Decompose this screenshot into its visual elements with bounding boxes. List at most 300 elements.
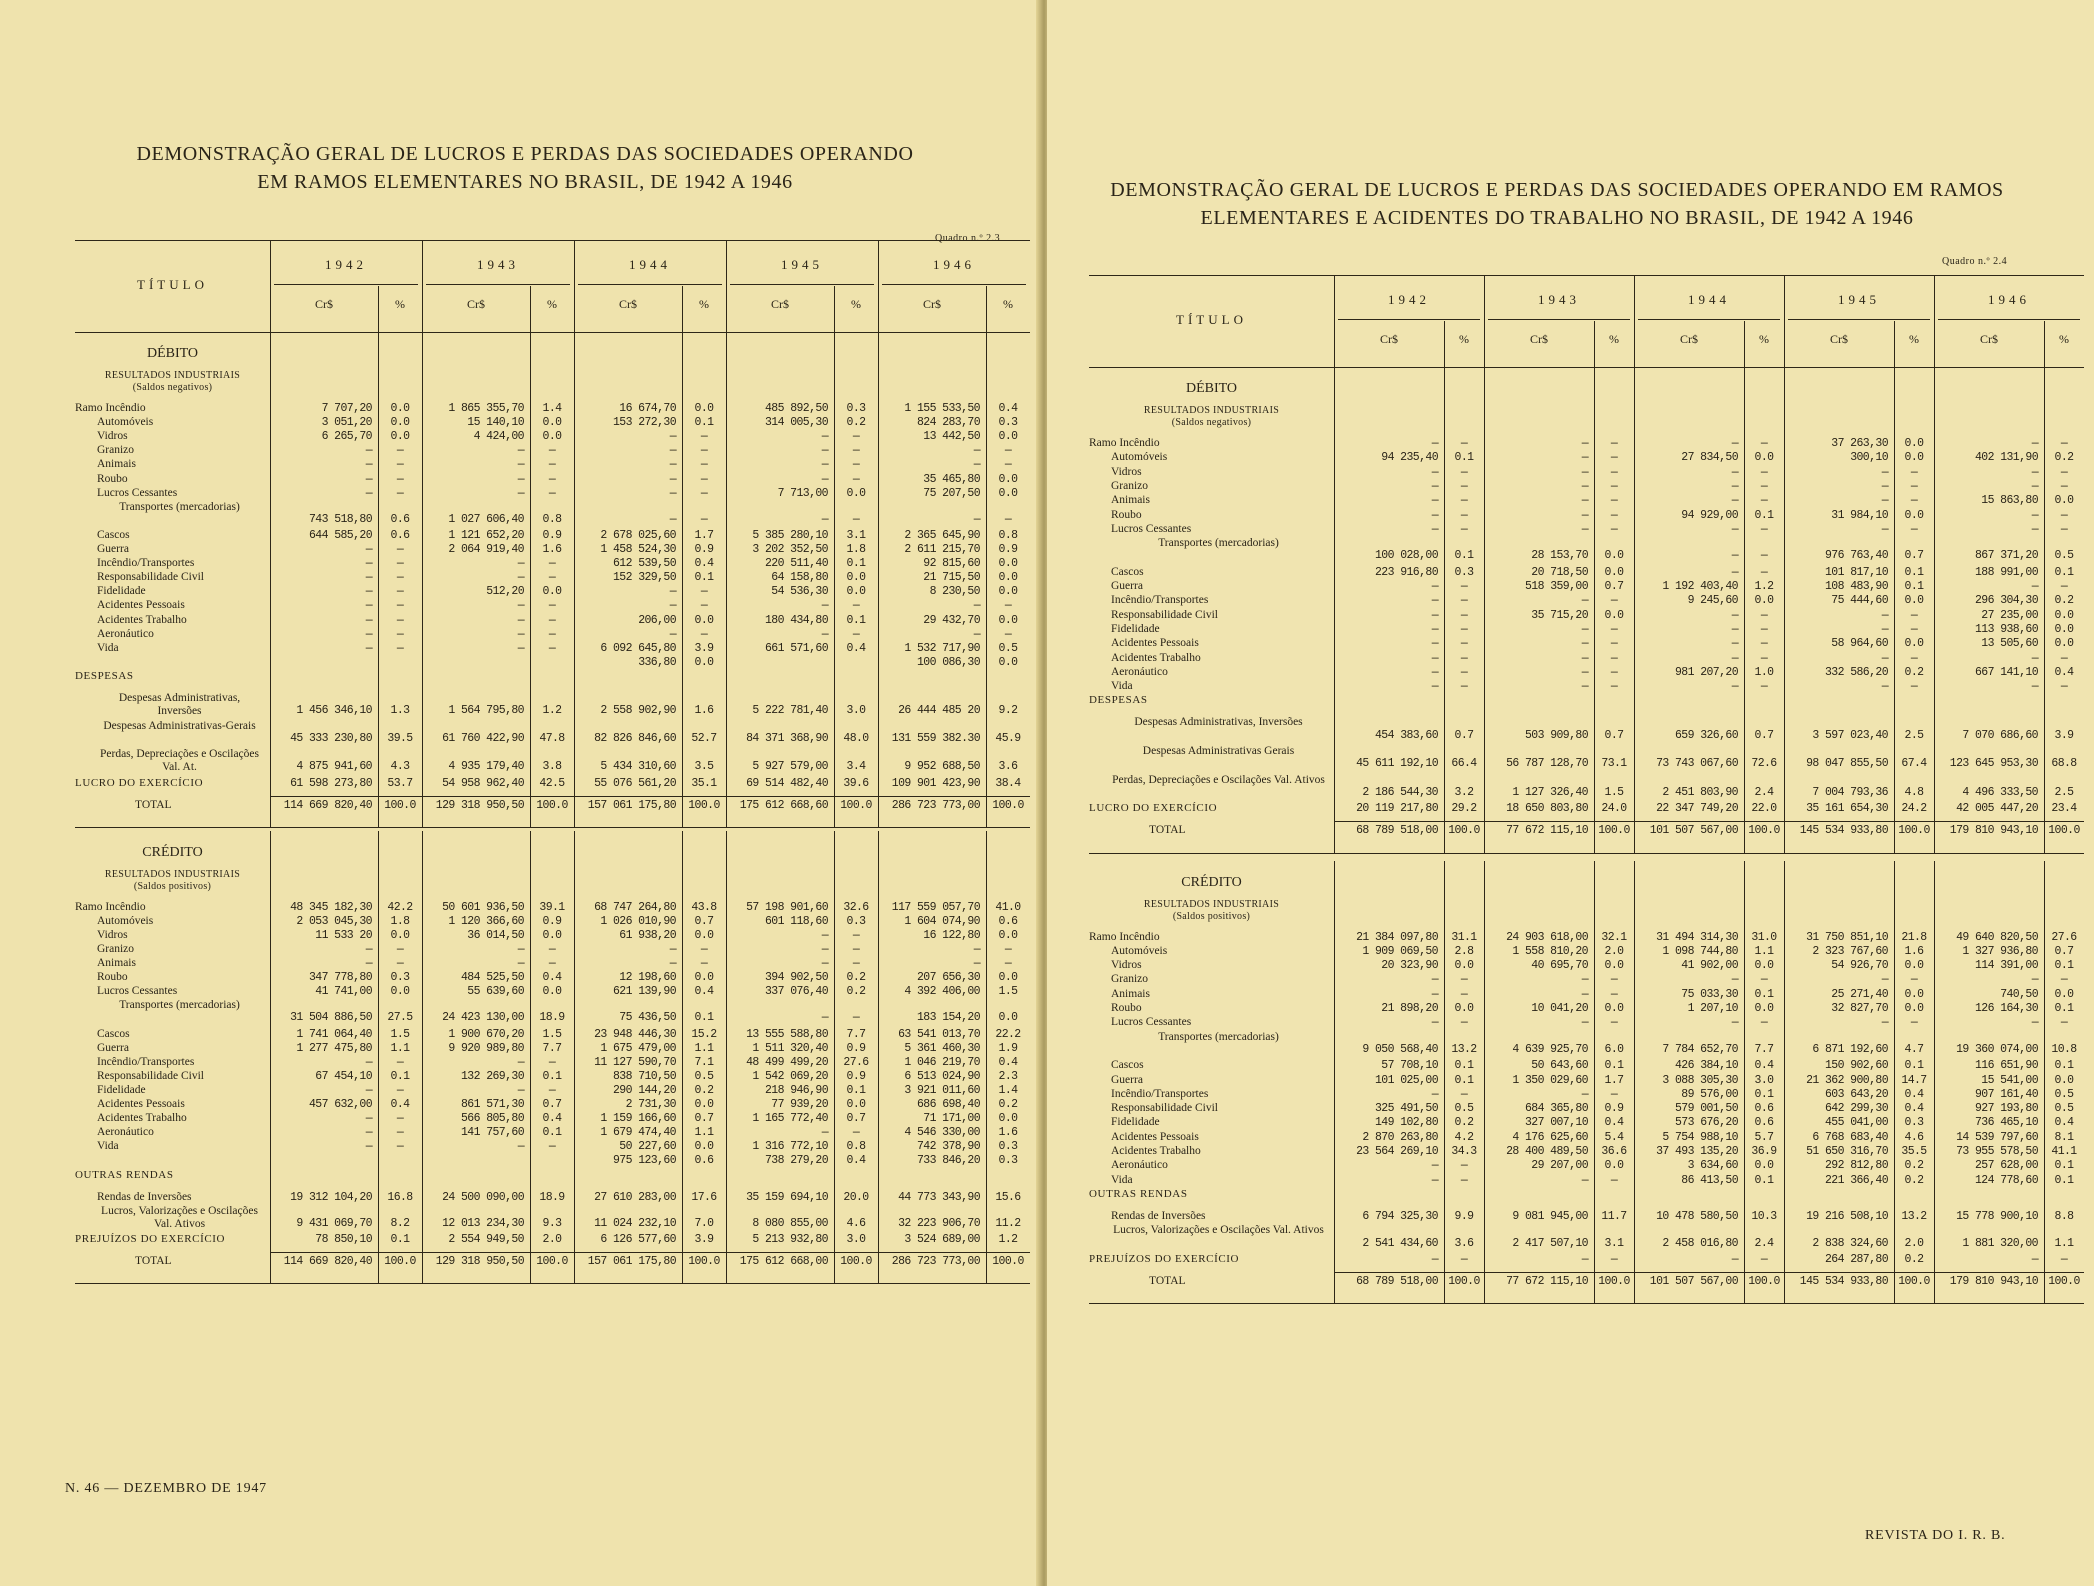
cell-percent: —	[1460, 580, 1468, 593]
cell-percent: 0.1	[542, 1069, 562, 1083]
cell-value: 92 815,60	[923, 557, 980, 571]
cell-percent: —	[1460, 1173, 1468, 1187]
cell-value: —	[517, 957, 524, 970]
cell-percent: 0.1	[1754, 1173, 1774, 1187]
cell-value: 149 102,80	[1374, 1116, 1438, 1130]
cell-percent: —	[548, 557, 556, 571]
cell-value: 86 413,50	[1681, 1173, 1738, 1187]
cell-value: —	[2031, 680, 2038, 694]
cell-percent: 1.6	[998, 1126, 1018, 1140]
cell-value: 457 632,00	[308, 1098, 372, 1111]
cell-value: —	[517, 1083, 524, 1097]
cell-value: 94 929,00	[1681, 508, 1738, 522]
cell-value: 402 131,90	[1974, 451, 2038, 465]
cell-percent: 1.2	[998, 1232, 1018, 1246]
cell-percent: —	[1760, 479, 1768, 493]
row-label: Automóveis	[1111, 944, 1168, 957]
cell-percent: 0.3	[1904, 1116, 1924, 1130]
cell-value: —	[973, 942, 980, 956]
header-column-rule	[422, 240, 423, 332]
cell-percent: 0.0	[2054, 622, 2074, 636]
cell-value: 503 909,80	[1524, 728, 1588, 742]
cell-value: 9 952 688,50	[904, 760, 980, 774]
percent-header: %	[1459, 332, 1469, 347]
cell-value: 100 028,00	[1374, 549, 1438, 563]
cell-value: —	[1581, 622, 1588, 636]
cell-percent: 45.9	[995, 732, 1021, 746]
cell-value: 69 514 482,40	[746, 776, 828, 790]
cell-value: 145 534 933,80	[1799, 824, 1888, 838]
cell-value: 1 909 069,50	[1362, 944, 1438, 958]
row-label: Roubo	[97, 971, 128, 984]
cell-percent: 36.9	[1751, 1145, 1777, 1158]
cell-value: —	[973, 512, 980, 526]
cell-percent: —	[852, 458, 860, 472]
cell-value: 975 123,60	[612, 1154, 676, 1168]
cell-percent: —	[1760, 637, 1768, 651]
cell-percent: 0.1	[1754, 1087, 1774, 1101]
cell-value: 48 499 499,20	[746, 1055, 828, 1069]
cell-percent: —	[852, 928, 860, 942]
cell-percent: 0.4	[998, 402, 1018, 415]
row-label: Rendas de Inversões	[97, 1190, 192, 1203]
section-subheading: RESULTADOS INDUSTRIAIS	[1143, 405, 1280, 416]
cell-value: —	[1581, 665, 1588, 679]
cell-percent: 0.0	[2054, 494, 2074, 508]
cell-value: 518 359,00	[1524, 580, 1588, 593]
row-label: TOTAL	[1149, 824, 1186, 837]
cell-value: 129 318 950,50	[435, 798, 524, 812]
cell-percent: —	[852, 444, 860, 458]
cell-percent: 7.7	[846, 1027, 866, 1041]
cell-value: —	[1731, 973, 1738, 987]
cell-value: 94 235,40	[1381, 451, 1438, 465]
cell-percent: 22.2	[995, 1027, 1021, 1041]
cell-percent: 1.6	[694, 704, 714, 717]
cell-value: 1 165 772,40	[752, 1112, 828, 1126]
row-label: Acidentes Trabalho	[1111, 651, 1201, 664]
cell-value: —	[821, 458, 828, 472]
cell-value: —	[973, 444, 980, 458]
cell-value: 180 434,80	[764, 613, 828, 627]
cell-percent: —	[700, 458, 708, 472]
cell-value: —	[1881, 973, 1888, 987]
cell-value: 64 158,80	[771, 571, 828, 585]
row-label: Vidros	[97, 430, 128, 443]
cell-value: —	[1581, 651, 1588, 665]
cell-percent: —	[1760, 608, 1768, 622]
left-table	[75, 240, 1030, 1335]
cell-percent: 0.0	[1754, 451, 1774, 465]
year-header-1943: 1943	[1538, 291, 1580, 307]
cell-percent: 10.3	[1751, 1209, 1777, 1223]
cell-value: 733 846,20	[916, 1154, 980, 1168]
cell-value: 5 222 781,40	[752, 704, 828, 717]
cell-value: —	[365, 599, 372, 613]
cell-percent: 0.0	[694, 971, 714, 985]
cell-value: 40 695,70	[1531, 959, 1588, 973]
cell-value: 485 892,50	[764, 402, 828, 415]
cell-value: 75 436,50	[619, 1011, 676, 1025]
cell-value: —	[821, 928, 828, 942]
cell-percent: 8.1	[2054, 1130, 2074, 1144]
cell-percent: 0.0	[1754, 1159, 1774, 1173]
cell-percent: 0.0	[390, 402, 410, 415]
cell-percent: 0.5	[998, 641, 1018, 655]
header-column-rule	[1594, 321, 1595, 367]
cell-percent: 8.2	[390, 1216, 410, 1230]
cell-value: —	[517, 613, 524, 627]
cell-percent: 2.4	[1754, 1236, 1774, 1250]
cell-value: 838 710,50	[612, 1069, 676, 1083]
cell-value: —	[517, 571, 524, 585]
cell-value: —	[1581, 1087, 1588, 1101]
header-column-rule	[530, 286, 531, 332]
cell-percent: 0.7	[694, 914, 714, 928]
cell-value: 1 350 029,60	[1512, 1073, 1588, 1087]
cell-value: 35 465,80	[923, 472, 980, 486]
cell-value: 50 227,60	[619, 1140, 676, 1154]
row-label: Vidros	[1111, 959, 1142, 972]
cell-value: —	[1581, 680, 1588, 694]
cell-value: 6 265,70	[321, 430, 372, 444]
header-column-rule	[270, 240, 271, 332]
currency-header: Cr$	[1680, 332, 1698, 347]
cell-value: —	[1431, 594, 1438, 608]
cell-percent: 100.0	[1898, 824, 1930, 838]
cell-percent: —	[1460, 522, 1468, 536]
cell-value: 1 741 064,40	[296, 1027, 372, 1041]
cell-value: 117 559 057,70	[891, 900, 980, 914]
cell-percent: —	[396, 599, 404, 613]
cell-value: —	[517, 942, 524, 956]
header-column-rule	[834, 286, 835, 332]
row-label: Roubo	[97, 472, 128, 485]
row-label: Responsabilidade Civil	[97, 571, 205, 584]
cell-percent: —	[1610, 665, 1618, 679]
cell-percent: 35.1	[691, 776, 717, 790]
cell-value: 101 817,10	[1824, 565, 1888, 579]
currency-header: Cr$	[1380, 332, 1398, 347]
cell-value: 183 154,20	[916, 1011, 980, 1025]
section-divider	[1089, 853, 2084, 854]
row-label: OUTRAS RENDAS	[1089, 1187, 1188, 1200]
header-column-rule	[1334, 275, 1335, 367]
row-label: Vida	[1111, 1173, 1133, 1186]
cell-value: —	[1581, 522, 1588, 536]
row-label: Acidentes Trabalho	[1111, 1145, 1201, 1157]
cell-percent: —	[396, 557, 404, 571]
cell-value: —	[517, 557, 524, 571]
row-label: Animais	[97, 458, 136, 471]
cell-value: 16 122,80	[923, 928, 980, 942]
column-rule	[986, 831, 987, 1283]
section-subheading: (Saldos negativos)	[132, 382, 213, 393]
cell-value: 290 144,20	[612, 1083, 676, 1097]
cell-percent: —	[1910, 608, 1918, 622]
currency-header: Cr$	[619, 297, 637, 312]
cell-value: 2 053 045,30	[296, 914, 372, 928]
currency-header: Cr$	[1530, 332, 1548, 347]
cell-value: 264 287,80	[1824, 1252, 1888, 1266]
cell-value: —	[1431, 608, 1438, 622]
cell-percent: —	[548, 472, 556, 486]
titulo-header: TÍTULO	[137, 277, 208, 292]
cell-value: —	[1431, 508, 1438, 522]
cell-value: 50 601 936,50	[442, 900, 524, 914]
cell-percent: 0.1	[1454, 1059, 1474, 1073]
cell-percent: 100.0	[2048, 824, 2080, 838]
cell-percent: 0.1	[1904, 1059, 1924, 1073]
percent-header: %	[851, 297, 861, 312]
column-rule	[574, 831, 575, 1283]
cell-value: 41 741,00	[315, 985, 372, 999]
cell-value: —	[821, 599, 828, 613]
column-rule	[878, 831, 879, 1283]
currency-header: Cr$	[1980, 332, 1998, 347]
cell-percent: 67.4	[1901, 757, 1927, 771]
cell-percent: —	[1910, 465, 1918, 479]
cell-value: —	[1731, 549, 1738, 563]
cell-percent: —	[396, 942, 404, 956]
cell-percent: 0.0	[846, 571, 866, 585]
cell-percent: 0.0	[542, 416, 562, 430]
cell-value: 21 898,20	[1381, 1002, 1438, 1015]
cell-percent: 0.9	[1604, 1102, 1624, 1116]
cell-percent: 100.0	[840, 1254, 872, 1268]
cell-percent: 3.1	[1604, 1236, 1624, 1250]
row-label: Ramo Incêndio	[1089, 930, 1160, 943]
cell-value: 5 385 280,10	[752, 528, 828, 542]
row-label: Lucros Cessantes	[97, 486, 178, 499]
cell-value: 131 559 382.30	[891, 732, 980, 746]
header-column-rule	[1484, 275, 1485, 367]
percent-header: %	[1003, 297, 1013, 312]
cell-value: 2 417 507,10	[1512, 1236, 1588, 1250]
cell-percent: 35.5	[1901, 1145, 1927, 1158]
cell-percent: —	[1610, 451, 1618, 465]
cell-value: —	[1581, 637, 1588, 651]
cell-percent: 42.5	[539, 776, 565, 790]
right-page-title: DEMONSTRAÇÃO GERAL DE LUCROS E PERDAS DAS SOCIEDADES OPERANDO EM RAMOS ELEMENTARES E ACIDENTES DO TRABALHO NO BRASIL, DE 1942 A 1946	[1110, 179, 2004, 229]
cell-value: —	[1881, 479, 1888, 493]
cell-value: —	[1881, 522, 1888, 536]
cell-value: 1 207,10	[1687, 1002, 1738, 1015]
year-underline	[730, 284, 874, 285]
row-label: Granizo	[97, 444, 135, 457]
cell-percent: 0.0	[390, 416, 410, 430]
cell-percent: 31.1	[1451, 930, 1477, 944]
cell-percent: —	[2060, 465, 2068, 479]
cell-percent: —	[548, 444, 556, 458]
cell-percent: 0.1	[1904, 580, 1924, 593]
cell-value: 73 955 578,50	[1956, 1145, 2038, 1158]
row-label: TOTAL	[135, 1254, 172, 1267]
cell-percent: —	[1004, 942, 1012, 956]
cell-value: 2 323 767,60	[1812, 944, 1888, 958]
cell-percent: 4.2	[1454, 1130, 1474, 1144]
section-subheading: (Saldos negativos)	[1171, 417, 1252, 428]
cell-percent: 0.0	[694, 1098, 714, 1111]
cell-percent: —	[1760, 465, 1768, 479]
cell-value: 207 656,30	[916, 971, 980, 985]
cell-percent: 100.0	[992, 798, 1024, 812]
cell-value: 101 507 567,00	[1649, 824, 1738, 838]
row-label: Aeronáutico	[1111, 665, 1168, 678]
cell-value: 603 643,20	[1824, 1087, 1888, 1101]
cell-percent: —	[396, 641, 404, 655]
cell-percent: 1.1	[390, 1041, 410, 1055]
cell-value: 57 198 901,60	[746, 900, 828, 914]
cell-percent: 9.9	[1454, 1209, 1474, 1223]
row-label: Vidros	[97, 928, 128, 941]
cell-value: 2 554 949,50	[448, 1232, 524, 1246]
cell-percent: 0.7	[1604, 728, 1624, 742]
cell-percent: 1.1	[2054, 1236, 2074, 1250]
cell-value: —	[1431, 987, 1438, 1001]
cell-value: —	[669, 512, 676, 526]
row-label: Granizo	[1111, 479, 1149, 492]
cell-percent: 68.8	[2051, 757, 2077, 771]
cell-value: —	[1881, 1016, 1888, 1030]
cell-percent: 0.0	[542, 585, 562, 599]
cell-percent: 17.6	[691, 1190, 717, 1204]
cell-value: —	[1431, 1087, 1438, 1101]
cell-value: 37 493 135,20	[1656, 1145, 1738, 1158]
row-label: Despesas Administrativas, Inversões	[118, 691, 241, 717]
cell-value: 10 478 580,50	[1656, 1209, 1738, 1223]
cell-percent: 0.0	[1904, 437, 1924, 450]
total-rule	[270, 796, 1030, 797]
cell-value: 61 598 273,80	[290, 776, 372, 790]
cell-percent: 7.7	[542, 1041, 562, 1055]
column-rule	[530, 332, 531, 827]
header-column-rule	[1784, 275, 1785, 367]
cell-value: 15 541,00	[1981, 1073, 2038, 1087]
cell-value: —	[1581, 973, 1588, 987]
cell-value: 98 047 855,50	[1806, 757, 1888, 771]
cell-value: 157 061 175,80	[587, 798, 676, 812]
cell-value: —	[1731, 494, 1738, 508]
row-label: Incêndio/Transportes	[97, 557, 195, 570]
cell-percent: 0.3	[390, 971, 410, 985]
cell-value: 3 524 689,00	[904, 1232, 980, 1246]
column-rule	[574, 332, 575, 827]
cell-value: 123 645 953,30	[1949, 757, 2038, 771]
cell-percent: 2.0	[1604, 944, 1624, 958]
cell-value: 1 277 475,80	[296, 1041, 372, 1055]
cell-value: —	[365, 585, 372, 599]
right-page	[1047, 0, 2094, 1586]
cell-value: 1 542 069,20	[752, 1069, 828, 1083]
cell-percent: 0.0	[1904, 508, 1924, 522]
cell-percent: 0.0	[390, 928, 410, 942]
cell-percent: —	[1610, 508, 1618, 522]
cell-value: —	[1581, 451, 1588, 465]
cell-value: 23 948 446,30	[594, 1027, 676, 1041]
table-bottom-rule	[1089, 1303, 2084, 1304]
cell-value: 114 669 820,40	[283, 798, 372, 812]
cell-percent: —	[700, 599, 708, 613]
cell-value: —	[1731, 565, 1738, 579]
cell-percent: 0.1	[1454, 1073, 1474, 1087]
cell-value: 5 361 460,30	[904, 1041, 980, 1055]
cell-percent: 1.9	[998, 1041, 1018, 1055]
cell-value: 179 810 943,10	[1949, 1274, 2038, 1288]
cell-percent: 0.9	[846, 1041, 866, 1055]
cell-percent: 0.0	[998, 1011, 1018, 1025]
cell-value: 1 558 810,20	[1512, 944, 1588, 958]
year-header-1945: 1945	[1838, 291, 1880, 307]
cell-percent: 23.4	[2051, 802, 2077, 816]
cell-percent: 8.8	[2054, 1209, 2074, 1223]
cell-percent: —	[1610, 651, 1618, 665]
row-label: Vida	[97, 641, 119, 654]
cell-value: 1 192 403,40	[1662, 580, 1738, 593]
cell-value: 29 432,70	[923, 613, 980, 627]
cell-value: —	[365, 543, 372, 556]
cell-percent: —	[852, 1011, 860, 1025]
cell-percent: 2.8	[1454, 944, 1474, 958]
cell-value: 100 086,30	[916, 655, 980, 669]
cell-value: 101 025,00	[1374, 1073, 1438, 1087]
row-label: Acidentes Pessoais	[97, 599, 185, 612]
cell-percent: 0.9	[542, 528, 562, 542]
cell-value: —	[1431, 437, 1438, 450]
cell-value: —	[973, 957, 980, 970]
row-label: Transportes (mercadorias)	[1158, 537, 1279, 550]
cell-percent: —	[700, 942, 708, 956]
cell-value: 4 176 625,60	[1512, 1130, 1588, 1144]
cell-percent: 0.2	[1904, 665, 1924, 679]
column-rule	[2044, 367, 2045, 853]
cell-percent: —	[700, 585, 708, 599]
cell-value: 15 863,80	[1981, 494, 2038, 508]
cell-value: —	[365, 1055, 372, 1069]
cell-value: 20 323,90	[1381, 959, 1438, 973]
cell-percent: —	[1460, 637, 1468, 651]
total-rule	[1334, 1272, 2084, 1273]
cell-percent: 0.0	[998, 472, 1018, 486]
cell-percent: 0.0	[998, 613, 1018, 627]
cell-value: 150 902,60	[1824, 1059, 1888, 1073]
cell-percent: 0.6	[998, 914, 1018, 928]
cell-percent: 0.9	[846, 1069, 866, 1083]
cell-value: —	[821, 472, 828, 486]
cell-percent: 0.2	[1454, 1116, 1474, 1130]
cell-percent: 0.0	[1454, 1002, 1474, 1015]
cell-percent: 3.0	[1754, 1073, 1774, 1087]
header-column-rule	[986, 286, 987, 332]
cell-value: 2 678 025,60	[600, 528, 676, 542]
cell-value: 1 881 320,00	[1962, 1236, 2038, 1250]
year-header-1944: 1944	[1688, 291, 1730, 307]
cell-value: —	[2031, 1016, 2038, 1030]
cell-value: —	[1431, 1016, 1438, 1030]
cell-percent: 5.4	[1604, 1130, 1624, 1144]
cell-value: —	[1581, 594, 1588, 608]
row-label: Incêndio/Transportes	[1111, 1087, 1209, 1100]
cell-value: 7 004 793,36	[1812, 785, 1888, 799]
cell-value: 3 202 352,50	[752, 543, 828, 556]
cell-value: 35 161 654,30	[1806, 802, 1888, 816]
cell-value: 7 713,00	[777, 486, 828, 500]
row-label: Incêndio/Transportes	[97, 1055, 195, 1068]
column-rule	[270, 332, 271, 827]
cell-percent: 1.6	[1904, 944, 1924, 958]
cell-value: 77 672 115,10	[1506, 1274, 1588, 1288]
cell-value: 89 576,00	[1681, 1087, 1738, 1101]
